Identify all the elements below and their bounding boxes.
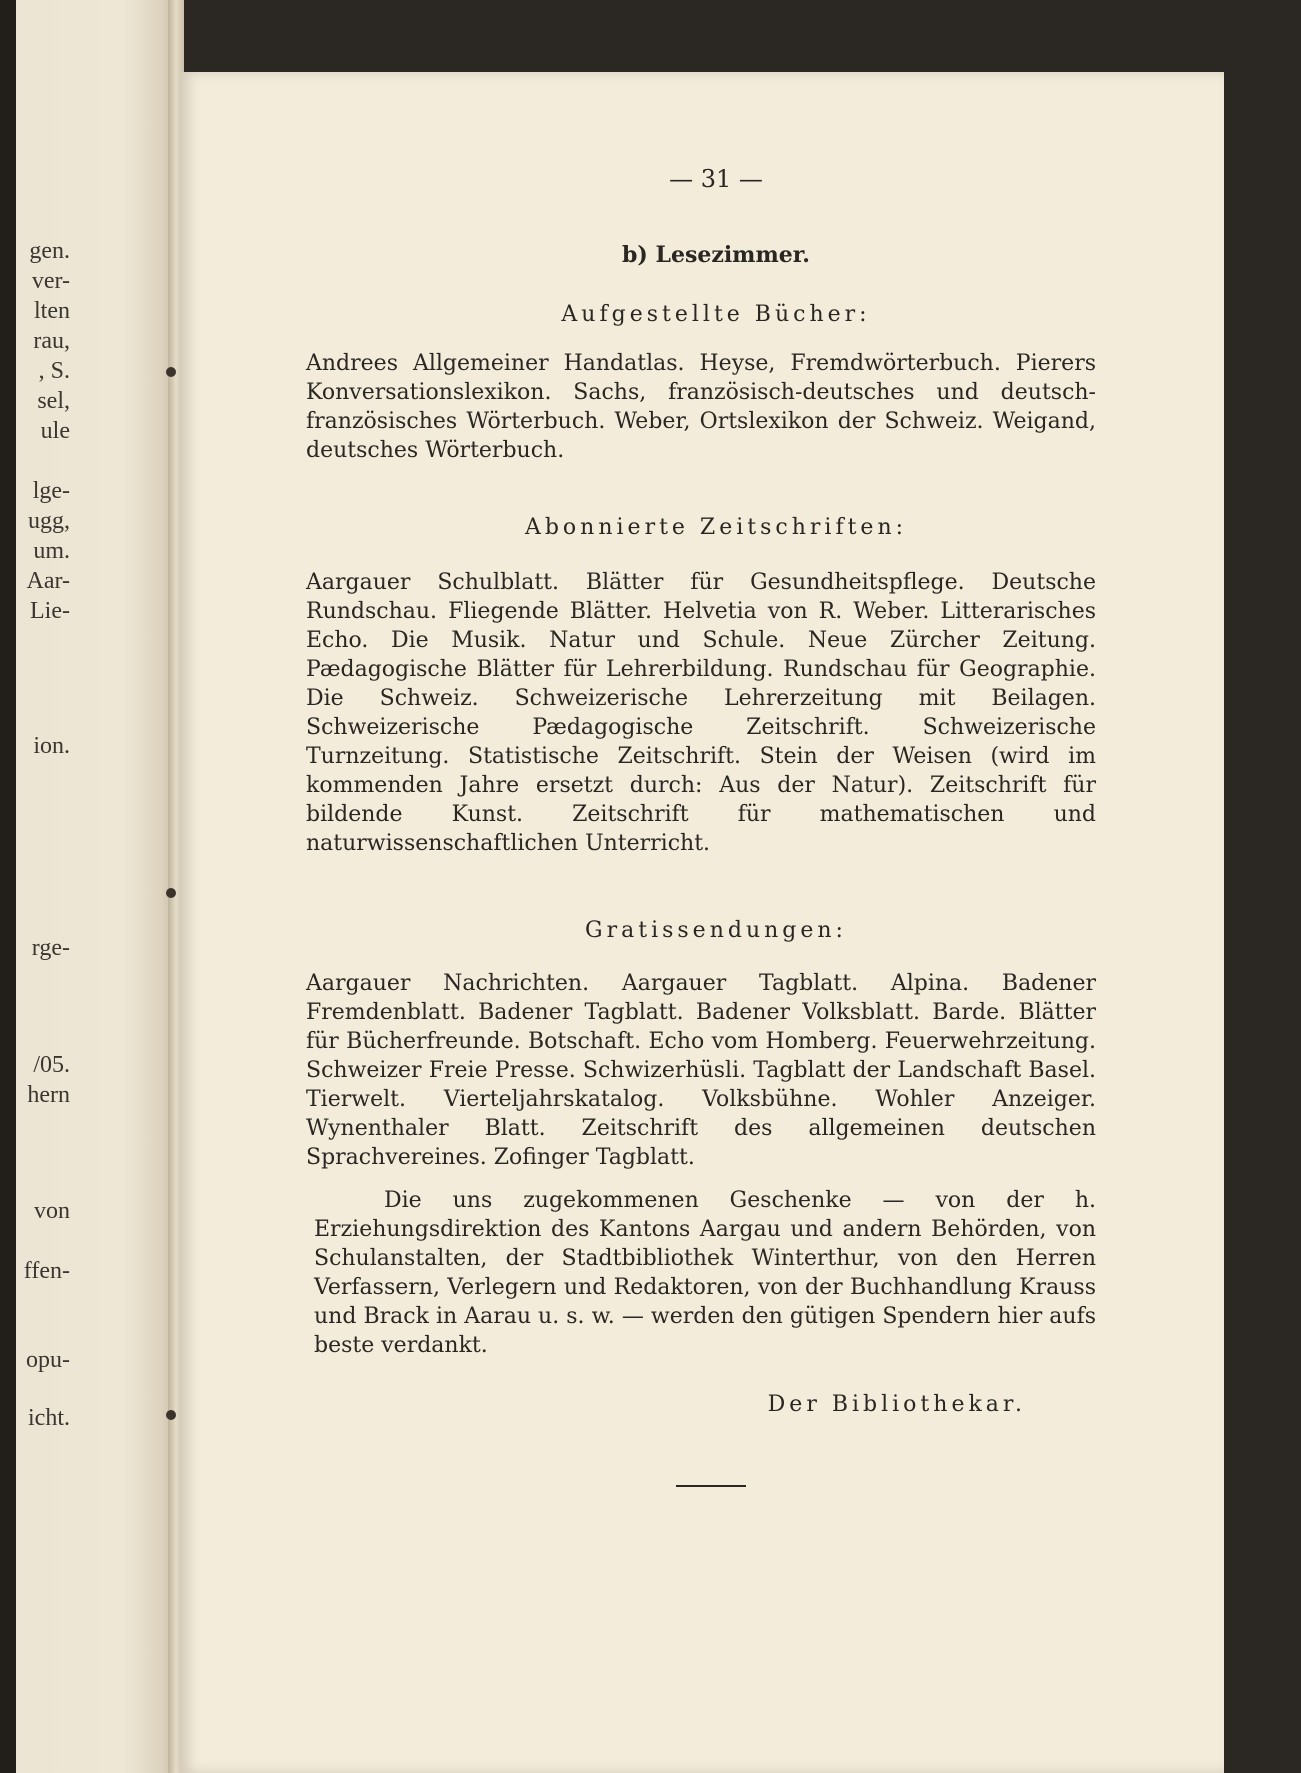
left-fragment: ver- bbox=[31, 268, 70, 294]
binding-stitch bbox=[166, 888, 176, 898]
left-fragment: lge- bbox=[32, 478, 70, 504]
left-page bbox=[0, 0, 175, 1773]
left-fragment: rge- bbox=[31, 935, 70, 961]
free-items-heading: Gratissendungen: bbox=[585, 918, 847, 943]
binding-stitch bbox=[166, 367, 176, 377]
left-fragment: Lie- bbox=[30, 598, 70, 624]
left-fragment: ule bbox=[40, 418, 70, 444]
books-heading: Aufgestellte Bücher: bbox=[561, 302, 871, 327]
left-fragment: , S. bbox=[38, 358, 70, 384]
left-fragment: gen. bbox=[29, 238, 70, 264]
binding-stitch bbox=[166, 1410, 176, 1420]
left-fragment: hern bbox=[27, 1082, 70, 1108]
left-fragment: rau, bbox=[33, 328, 70, 354]
journals-heading: Abonnierte Zeitschriften: bbox=[524, 515, 908, 540]
free-items-list: Aargauer Nachrichten. Aargauer Tagblatt. Alpina. Badener Fremdenblatt. Badener Tagblatt. Badener Volksblatt. Barde. Blätter für Bücherfreunde. Botschaft. Echo vom Homberg. Feuerwehrzeitung. Schweizer Freie Presse. Schwizerhüsli. Tagblatt der Landschaft Basel. Tierwelt. Vierteljahrskatalog. Volksbühne. Wohler Anzeiger. Wynenthaler Blatt. Zeitschrift des allgemeinen deutschen Sprachvereines. Zofinger Tagblatt. bbox=[306, 971, 1096, 1170]
closing-rule bbox=[676, 1485, 746, 1487]
journals-list: Aargauer Schulblatt. Blätter für Gesundheitspflege. Deutsche Rundschau. Fliegende Blätter. Helvetia von R. Weber. Litterarisches Echo. Die Musik. Natur und Schule. Neue Zürcher Zeitung. Pædagogische Blätter für Lehrerbildung. Rundschau für Geographie. Die Schweiz. Schweizerische Lehrerzeitung mit Beilagen. Schweizerische Pædagogische Zeitschrift. Schweizerische Turnzeitung. Statistische Zeitschrift. Stein der Weisen (wird im kommenden Jahre ersetzt durch: Aus der Natur). Zeitschrift für bildende Kunst. Zeitschrift für mathematischen und naturwissenschaftlichen Unterricht. bbox=[306, 570, 1096, 856]
left-fragment: icht. bbox=[28, 1405, 70, 1431]
left-fragment: ffen- bbox=[23, 1258, 70, 1284]
left-fragment: von bbox=[34, 1198, 70, 1224]
left-fragment: opu- bbox=[26, 1347, 70, 1373]
page-content bbox=[306, 165, 1096, 1487]
left-fragment: ion. bbox=[33, 733, 70, 759]
left-fragment: ugg, bbox=[28, 508, 70, 534]
left-fragment: /05. bbox=[33, 1052, 70, 1078]
left-fragment: lten bbox=[34, 298, 70, 324]
left-page-binding-strip bbox=[0, 0, 16, 1773]
left-fragment: sel, bbox=[37, 388, 70, 414]
books-list: Andrees Allgemeiner Handatlas. Heyse, Fremdwörterbuch. Pierers Konversationslexikon. Sachs, französisch-deutsches und deutsch-französisches Wörterbuch. Weber, Ortslexikon der Schweiz. Weigand, deutsches Wörterbuch. bbox=[306, 351, 1096, 463]
thanks-paragraph: Die uns zugekommenen Geschenke — von der h. Erziehungsdirektion des Kantons Aargau und andern Behörden, von Schulanstalten, der Stadtbibliothek Winterthur, von den Herren Verfassern, Verlegern und Redaktoren, von der Buchhandlung Krauss und Brack in Aarau u. s. w. — werden den gütigen Spendern hier aufs beste verdankt. bbox=[314, 1188, 1096, 1358]
background-edge bbox=[1224, 72, 1301, 1773]
section-title: b) Lesezimmer. bbox=[622, 242, 810, 268]
left-fragment: um. bbox=[33, 538, 70, 564]
signature: Der Bibliothekar. bbox=[767, 1392, 1026, 1417]
left-fragment: Aar- bbox=[26, 568, 70, 594]
page-number: — 31 — bbox=[669, 165, 763, 193]
